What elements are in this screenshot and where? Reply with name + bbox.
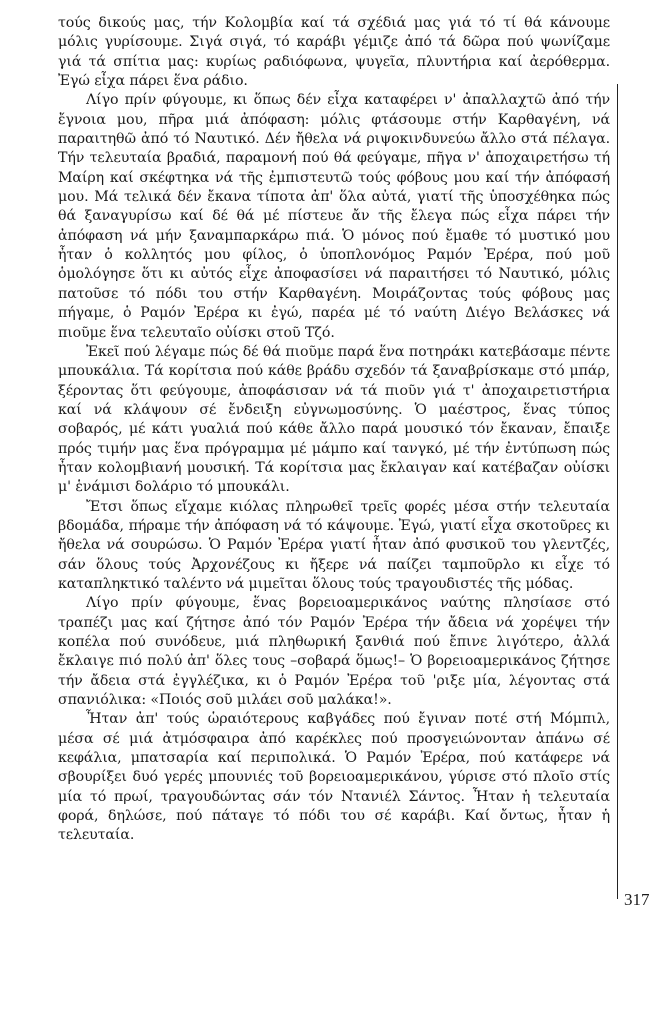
page-text-column — [58, 14, 610, 846]
paragraph-2: Λίγο πρίν φύγουμε, κι ὅπως δέν εἶχα καταφέρει ν' ἀπαλλαχτῶ ἀπό τήν ἔγνοια μου, πῆρα μιά ἀπόφαση: μόλις φτάσουμε στήν Καρθαγένη, νά παραιτηθῶ ἀπό τό Ναυτικό. Δέν ἤθελα νά ριψοκινδυνεύω ἄλλο στά πέλαγα. Τήν τελευταία βραδιά, παραμονή πού θά φεύγαμε, πῆγα ν' ἀποχαιρετήσω τή Μαίρη καί σκέφτηκα νά τῆς ἐμπιστευτῶ τούς φόβους μου καί τήν ἀπόφασή μου. Μά τελικά δέν ἔκανα τίποτα ἀπ' ὅλα αὐτά, γιατί τῆς ὑποσχέθηκα πώς θά ξαναγυρίσω καί δέ θά μέ πίστευε ἄν τῆς ἔλεγα πώς εἶχα πάρει τήν ἀπόφαση νά μήν ξαναμπαρκάρω πιά. Ὁ μόνος πού ἔμαθε τό μυστικό μου ἦταν ὁ κολλητός μου φίλος, ὁ ὑποπλονόμος Ραμόν Ἐρέρα, πού μοῦ ὁμολόγησε ὅτι κι αὐτός εἶχε ἀποφασίσει νά παραιτήσει τό Ναυτικό, μόλις πατοῦσε τό πόδι του στήν Καρθαγένη. Μοιράζοντας τούς φόβους μας πήγαμε, ὁ Ραμόν Ἐρέρα κι ἐγώ, παρέα μέ τό ναύτη Διέγο Βελάσκες νά πιοῦμε ἕνα τελευταῖο οὐίσκι στοῦ Τζό. — [58, 92, 610, 341]
paragraph-6: Ἦταν ἀπ' τούς ὡραιότερους καβγάδες πού ἔγιναν ποτέ στή Μόμπιλ, μέσα σέ μιά ἀτμόσφαιρα ἀπό καρέκλες πού προσγειώνονταν ἀπάνω σέ κεφάλια, μπατσαρία καί περιπολικά. Ὁ Ραμόν Ἐρέρα, πού κατάφερε νά σβουρίξει δυό γερές μπουνιές τοῦ βορειοαμερικάνου, γύρισε στό πλοῖο στίς μία τό πρωί, τραγουδώντας σάν τόν Ντανιέλ Σάντος. Ἦταν ἡ τελευταία φορά, δηλώσε, πού πάταγε τό πόδι του σέ καράβι. Καί ὄντως, ἦταν ἡ τελευταία. — [58, 711, 610, 844]
paragraph-1: τούς δικούς μας, τήν Κολομβία καί τά σχέδιά μας γιά τό τί θά κάνουμε μόλις γυρίσουμε. Σιγά σιγά, τό καράβι γέμιζε ἀπό τά δῶρα πού ψωνίζαμε γιά τά σπίτια μας: κυρίως ραδιόφωνα, ψυγεῖα, πλυντήρια καί ἀερόθερμα. Ἐγώ εἶχα πάρει ἕνα ράδιο. — [58, 15, 610, 90]
paragraph-3: Ἐκεῖ πού λέγαμε πώς δέ θά πιοῦμε παρά ἕνα ποτηράκι κατεβάσαμε πέντε μπουκάλια. Τά κορίτσια πού κάθε βράδυ σχεδόν τά ξαναβρίσκαμε στό μπάρ, ξέροντας ὅτι φεύγουμε, ἀποφάσισαν νά τά πιοῦν γιά τ' ἀποχαιρετιστήρια καί νά κλάψουν σέ ἔνδειξη εὐγνωμοσύνης. Ὁ μαέστρος, ἕνας τύπος σοβαρός, μέ κάτι γυαλιά πού κάθε ἄλλο παρά μουσικό τόν ἔκαναν, ἔπαιξε πρός τιμήν μας ἕνα πρόγραμμα μέ μάμπο καί τανγκό, μέ τήν ἐντύπωση πώς ἦταν κολομβιανή μουσική. Τά κορίτσια μας ἔκλαιγαν καί κατέβαζαν οὐίσκι μ' ἑνάμισι δολάριο τό μπουκάλι. — [58, 343, 610, 496]
paragraph-4: Ἔτσι ὅπως εἴχαμε κιόλας πληρωθεῖ τρεῖς φορές μέσα στήν τελευταία βδομάδα, πήραμε τήν ἀπόφαση νά τό κάψουμε. Ἐγώ, γιατί εἶχα σκοτοῦρες κι ἤθελα νά σουρώσω. Ὁ Ραμόν Ἐρέρα γιατί ἦταν ἀπό φυσικοῦ του γλεντζές, σάν ὅλους τούς Ἀρχονέζους κι ἤξερε νά παίζει ταμποῦρλο κι εἶχε τό καταπληκτικό ταλέντο νά μιμεῖται ὅλους τούς τραγουδιστές τῆς μόδας. — [58, 498, 610, 592]
paragraph-5: Λίγο πρίν φύγουμε, ἕνας βορειοαμερικάνος ναύτης πλησίασε στό τραπέζι μας καί ζήτησε ἀπό τόν Ραμόν Ἐρέρα τήν ἄδεια νά χορέψει τήν κοπέλα πού συνόδευε, μιά πληθωρική ξανθιά πού ἔπινε λιγότερο, ἀλλά ἔκλαιγε πιό πολύ ἀπ' ὅλες τους –σοβαρά ὅμως!– Ὁ βορειοαμερικάνος ζήτησε τήν ἄδεια στά ἐγγλέζικα, κι ὁ Ραμόν Ἐρέρα τοῦ 'ριξε μία, λέγοντας στά σπανιόλικα: «Ποιός σοῦ μιλάει σοῦ μαλάκα!». — [58, 595, 610, 709]
page-number: 317 — [624, 890, 650, 909]
margin-rule — [617, 84, 618, 899]
